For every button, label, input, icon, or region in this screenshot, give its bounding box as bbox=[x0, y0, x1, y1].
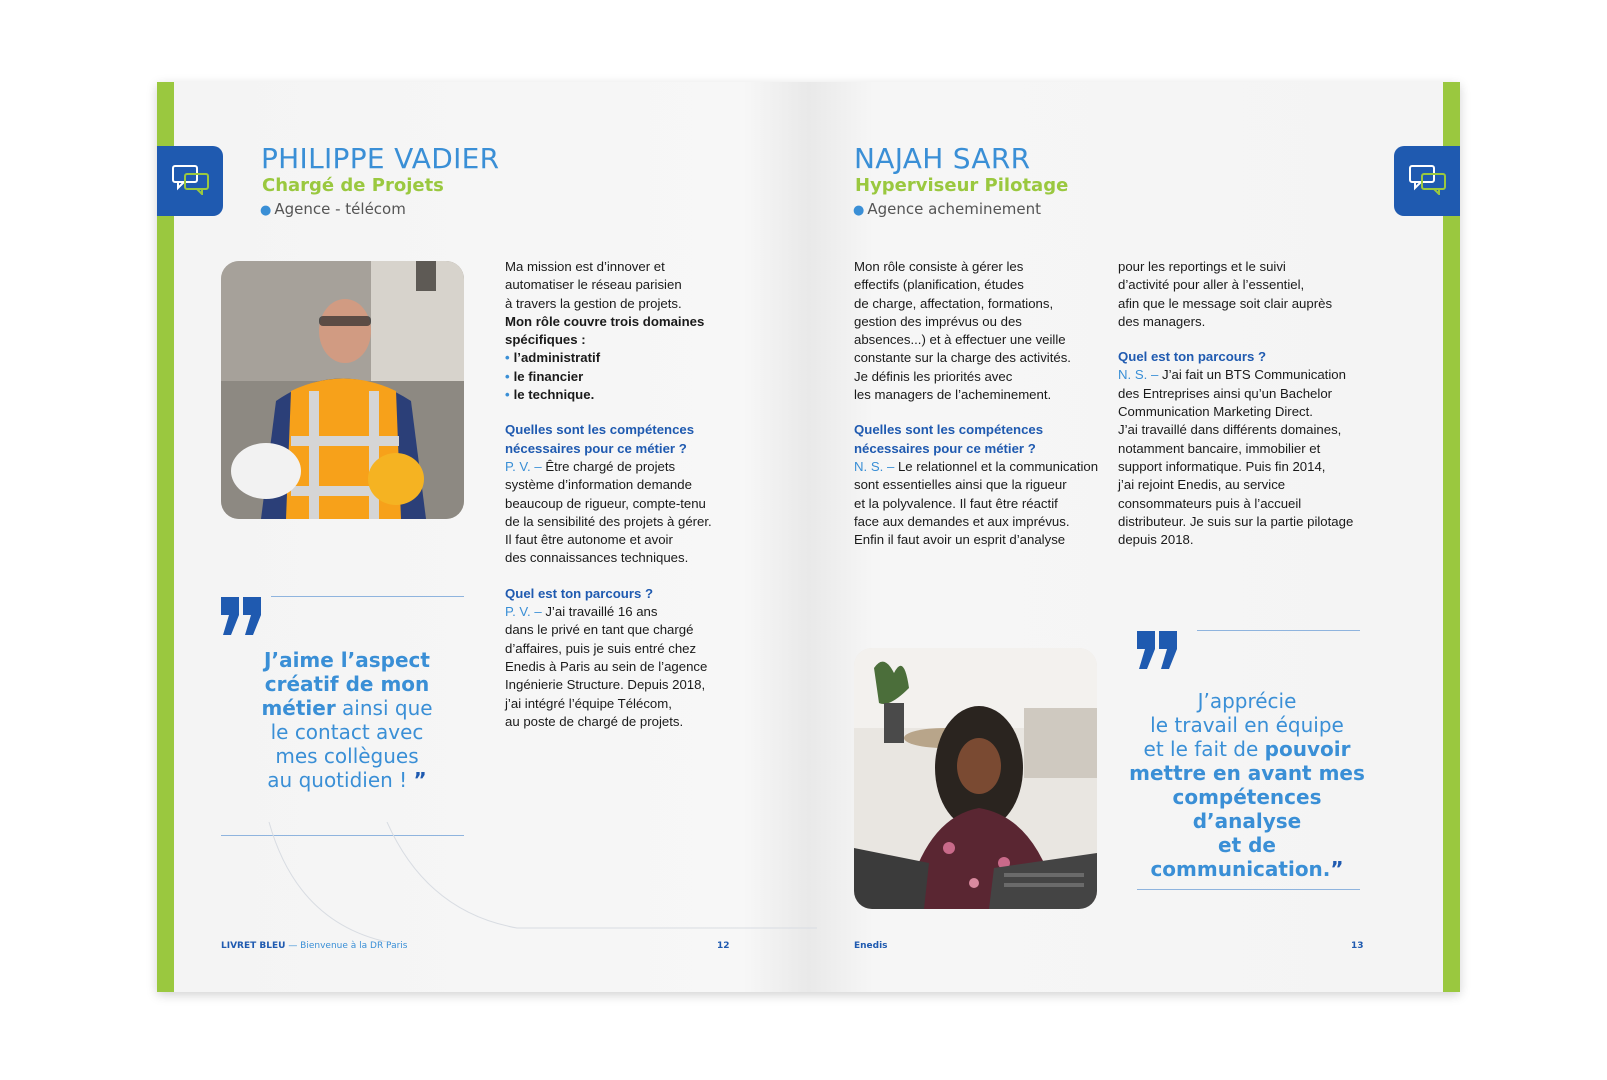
chat-bubbles-icon bbox=[1409, 165, 1447, 195]
right-body-line: afin que le message soit clair auprès bbox=[1118, 295, 1333, 311]
list-item: • le financier bbox=[505, 368, 745, 386]
right-question-2: Quel est ton parcours ? bbox=[1118, 349, 1267, 365]
left-answer-line: beaucoup de rigueur, compte-tenu bbox=[505, 495, 706, 511]
left-intro-line: automatiser le réseau parisien bbox=[505, 277, 682, 293]
right-answer-line: face aux demandes et aux imprévus. bbox=[854, 513, 1070, 529]
left-agency-label: Agence - télécom bbox=[274, 200, 406, 218]
right-body-col2: pour les reportings et le suivi d’activité pour aller à l’essentiel, afin que le message soit clair auprès des managers. Quel est ton parcours ? N. S. – J’ai fait un BTS Communication des Entreprises ainsi qu’un Bachelor Communication Marketing Direct. J’ai travaillé dans différents domaines, notamment bancaire, immobilier et support informatique. Puis fin 2014, j’ai rejoint Enedis, au service consommateurs puis à l’accueil distributeur. Je suis sur la partie pilotage depuis 2018. bbox=[1118, 258, 1368, 549]
left-intro-bold: Mon rôle couvre trois domaines bbox=[505, 313, 705, 329]
left-body-text: Ma mission est d’innover et automatiser le réseau parisien à travers la gestion de projets. Mon rôle couvre trois domaines spécifiques : • l’administratif • le financier • le technique. Quelles sont les compétences nécessaires pour ce métier ? P. V. – Être chargé de projets système d’information demande beaucoup de rigueur, compte-tenu de la sensibilité des projets à gérer. Il faut être autonome et avoir des connaissances techniques. Quel est ton parcours ? P. V. – J’ai travaillé 16 ans dans le privé en tant que chargé d’affaires, puis je suis entré chez Enedis à Paris au sein de l’agence Ingénierie Structure. Depuis 2018, j’ai intégré l’équipe Télécom, au poste de chargé de projets. bbox=[505, 258, 745, 731]
left-answer-line: de la sensibilité des projets à gérer. bbox=[505, 513, 712, 529]
right-initials: N. S. – bbox=[854, 458, 895, 474]
right-answer-line: des Entreprises ainsi qu’un Bachelor bbox=[1118, 385, 1333, 401]
right-answer-line: j’ai rejoint Enedis, au service bbox=[1118, 477, 1286, 493]
location-pin-icon: ● bbox=[260, 203, 272, 218]
brochure-spread bbox=[157, 82, 1460, 992]
divider bbox=[271, 596, 464, 597]
quote-open-icon bbox=[1137, 631, 1179, 669]
right-answer-line: support informatique. Puis fin 2014, bbox=[1118, 458, 1326, 474]
right-person-name: NAJAH SARR bbox=[854, 142, 1031, 175]
right-body-line: des managers. bbox=[1118, 313, 1206, 329]
right-page-number: 13 bbox=[1351, 941, 1364, 951]
chat-bubbles-icon bbox=[172, 165, 210, 195]
right-body-line: Mon rôle consiste à gérer les bbox=[854, 259, 1024, 274]
right-question-1: Quelles sont les compétences nécessaires pour ce métier ? bbox=[854, 422, 1044, 456]
left-answer-line: d’affaires, puis je suis entré chez bbox=[505, 640, 697, 656]
left-agency bbox=[260, 200, 406, 218]
right-body-line: constante sur la charge des activités. bbox=[854, 350, 1071, 366]
right-answer-line: Enfin il faut avoir un esprit d’analyse bbox=[854, 532, 1066, 548]
left-page-number: 12 bbox=[717, 941, 730, 951]
quote-open-icon bbox=[221, 597, 263, 635]
right-answer-line: notamment bancaire, immobilier et bbox=[1118, 440, 1321, 456]
right-answer-line: sont essentielles ainsi que la rigueur bbox=[854, 477, 1067, 493]
left-footer: LIVRET BLEU — Bienvenue à la DR Paris bbox=[221, 941, 408, 951]
right-answer-line: distributeur. Je suis sur la partie pilotage bbox=[1118, 513, 1354, 529]
left-answer-line: des connaissances techniques. bbox=[505, 550, 689, 566]
right-answer-line: Communication Marketing Direct. bbox=[1118, 404, 1313, 420]
right-agency-label: Agence acheminement bbox=[867, 200, 1042, 218]
left-domains-list bbox=[505, 349, 745, 404]
left-portrait-photo bbox=[221, 261, 464, 519]
left-intro-line: à travers la gestion de projets. bbox=[505, 295, 682, 311]
decorative-curves bbox=[257, 822, 817, 942]
left-answer-line: au poste de chargé de projets. bbox=[505, 713, 684, 729]
right-agency bbox=[853, 200, 1041, 218]
left-pull-quote: J’aime l’aspect créatif de mon métier ainsi que le contact avec mes collègues au quotidien ! ” bbox=[261, 648, 433, 792]
left-answer-line: Il faut être autonome et avoir bbox=[505, 532, 673, 548]
left-intro-line: Ma mission est d’innover et bbox=[505, 259, 665, 274]
right-body-line: effectifs (planification, études bbox=[854, 277, 1024, 293]
right-body-col1: Mon rôle consiste à gérer les effectifs (planification, études de charge, affectation, formations, gestion des imprévus ou des absences...) et à effectuer une veille constante sur la charge des activités. Je définis les priorités avec les managers de l’acheminement. Quelles sont les compétences nécessaires pour ce métier ? N. S. – Le relationnel et la communication sont essentielles ainsi que la rigueur et la polyvalence. Il faut être réactif face aux demandes et aux imprévus. Enfin il faut avoir un esprit d’analyse bbox=[854, 258, 1104, 549]
list-item: • l’administratif bbox=[505, 349, 745, 367]
right-body-line: pour les reportings et le suivi bbox=[1118, 259, 1286, 274]
left-answer-line: dans le privé en tant que chargé bbox=[505, 622, 694, 638]
right-person-role: Hyperviseur Pilotage bbox=[855, 175, 1069, 196]
right-initials: N. S. – bbox=[1118, 367, 1159, 383]
right-answer-line: consommateurs puis à l’accueil bbox=[1118, 495, 1302, 511]
left-answer-line: j’ai intégré l’équipe Télécom, bbox=[505, 695, 672, 711]
left-person-role: Chargé de Projets bbox=[262, 175, 444, 196]
right-green-edge bbox=[1443, 82, 1460, 992]
left-chat-tab bbox=[157, 146, 223, 216]
left-initials: P. V. – bbox=[505, 604, 542, 620]
right-body-line: absences...) et à effectuer une veille bbox=[854, 332, 1066, 348]
right-body-line: gestion des imprévus ou des bbox=[854, 313, 1022, 329]
right-body-line: les managers de l’acheminement. bbox=[854, 387, 1052, 403]
right-body-line: d’activité pour aller à l’essentiel, bbox=[1118, 277, 1305, 293]
right-footer: Enedis bbox=[854, 941, 888, 951]
location-pin-icon: ● bbox=[853, 203, 865, 218]
right-pull-quote: J’apprécie le travail en équipe et le fait de pouvoir mettre en avant mes compétences d’analyse et de communication.” bbox=[1129, 689, 1365, 881]
right-body-line: de charge, affectation, formations, bbox=[854, 295, 1054, 311]
left-answer-line: système d’information demande bbox=[505, 477, 692, 493]
divider bbox=[1137, 889, 1360, 890]
left-green-edge bbox=[157, 82, 174, 992]
right-chat-tab bbox=[1394, 146, 1460, 216]
right-body-line: Je définis les priorités avec bbox=[854, 368, 1013, 384]
left-answer-line: Enedis à Paris au sein de l’agence bbox=[505, 658, 708, 674]
left-person-name: PHILIPPE VADIER bbox=[261, 142, 500, 175]
left-question-2: Quel est ton parcours ? bbox=[505, 585, 654, 601]
list-item: • le technique. bbox=[505, 386, 745, 404]
right-answer-line: J’ai travaillé dans différents domaines, bbox=[1118, 422, 1342, 438]
left-answer-line: Ingénierie Structure. Depuis 2018, bbox=[505, 677, 706, 693]
right-portrait-photo bbox=[854, 648, 1097, 909]
left-intro-bold: spécifiques : bbox=[505, 332, 586, 348]
right-answer-line: et la polyvalence. Il faut être réactif bbox=[854, 495, 1058, 511]
left-question-1: Quelles sont les compétences nécessaires pour ce métier ? bbox=[505, 422, 695, 456]
divider bbox=[1197, 630, 1360, 631]
right-answer-line: depuis 2018. bbox=[1118, 532, 1194, 548]
left-initials: P. V. – bbox=[505, 458, 542, 474]
